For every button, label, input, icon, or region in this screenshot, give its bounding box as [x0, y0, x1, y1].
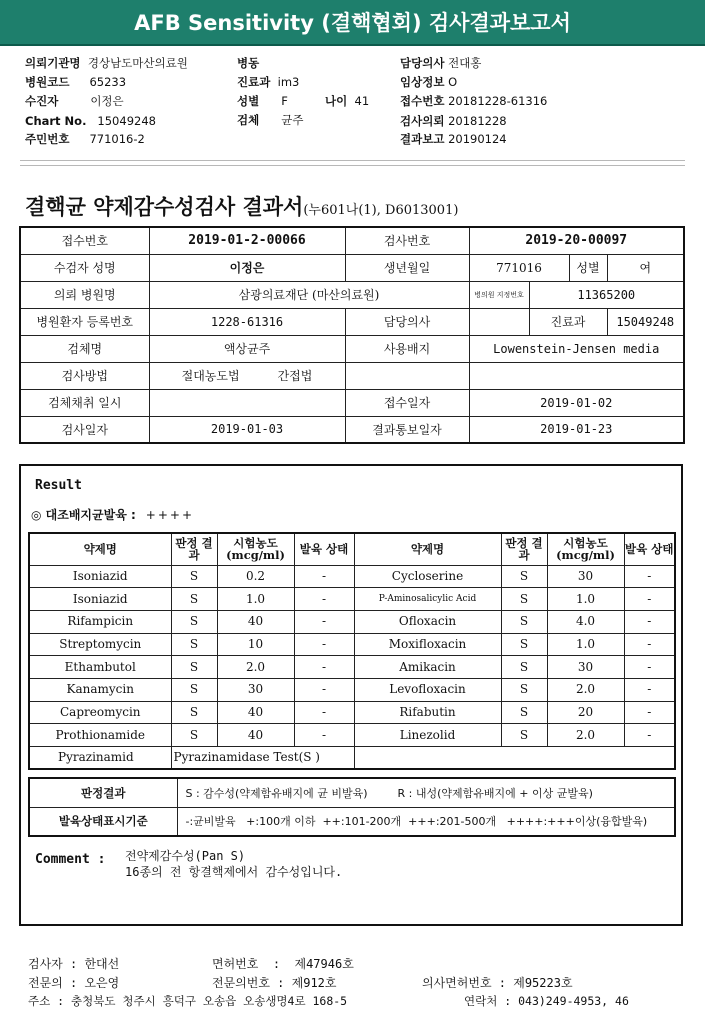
hospital-name: 삼광의료재단 (마산의료원)	[149, 281, 469, 308]
hospital-no: 11365200	[529, 281, 684, 308]
footer-license: 면허번호 : 제47946호	[212, 957, 354, 971]
footer-address: 주소 : 충청북도 청주시 흥덕구 오송읍 오송생명4로 168-5	[28, 994, 348, 1008]
concentration: 1.0	[547, 633, 624, 656]
drug-name: Cycloserine	[354, 565, 501, 588]
info-dept: 진료과 im3	[237, 75, 300, 89]
concentration: 40	[217, 701, 294, 724]
concentration: 1.0	[217, 588, 294, 611]
result-title: Result	[35, 478, 82, 493]
growth-status: -	[624, 678, 675, 701]
info-doctor: 담당의사 전대홍	[400, 56, 482, 70]
drug-name: Isoniazid	[29, 588, 171, 611]
drug-row	[29, 610, 675, 633]
drug-name: Moxifloxacin	[354, 633, 501, 656]
method: 절대농도법 간접법	[149, 362, 345, 389]
report-subtitle: (누601나(1), D6013001)	[303, 203, 459, 218]
growth-status: -	[294, 610, 354, 633]
footer-contact: 연락처 : 043)249-4953, 46	[464, 994, 629, 1008]
info-resident-no: 주민번호 771016-2	[25, 132, 145, 146]
drug-name: Ofloxacin	[354, 610, 501, 633]
concentration: 2.0	[547, 678, 624, 701]
growth-status: -	[294, 588, 354, 611]
pza-name: Pyrazinamid	[29, 747, 171, 770]
result-section	[19, 464, 683, 926]
footer-tester: 검사자 : 한대선	[28, 957, 120, 971]
info-report-date: 결과보고 20190124	[400, 132, 507, 146]
drug-row	[29, 565, 675, 588]
concentration: 40	[217, 724, 294, 747]
growth-status: -	[294, 656, 354, 679]
growth-status: -	[294, 724, 354, 747]
table-row: 수검자 성명 이정은 생년월일 771016 성별 여	[20, 254, 684, 281]
drug-name: P-Aminosalicylic Acid	[354, 588, 501, 611]
info-ward: 병동	[237, 56, 260, 70]
growth-status: -	[294, 701, 354, 724]
drug-row	[29, 656, 675, 679]
concentration: 30	[547, 656, 624, 679]
concentration: 1.0	[547, 588, 624, 611]
judgement: S	[501, 565, 547, 588]
drug-row	[29, 588, 675, 611]
drug-name: Capreomycin	[29, 701, 171, 724]
drug-name: Rifampicin	[29, 610, 171, 633]
concentration: 20	[547, 701, 624, 724]
test-date: 2019-01-03	[149, 416, 345, 443]
growth-legend-text: -:균비발육 +:100개 이하 ++:101-200개 +++:201-500개 ++++:+++이상(융합발육)	[177, 807, 675, 836]
concentration: 40	[217, 610, 294, 633]
control-growth: ◎ 대조배지균발육 : ++++	[31, 508, 194, 522]
table-row: 의뢰 병원명 삼광의료재단 (마산의료원) 병의원 지정번호 11365200	[20, 281, 684, 308]
table-header-row: 약제명 판정 결과 시험농도 (mcg/ml) 발육 상태 약제명 판정 결과 시험농도 (mcg/ml) 발육 상태	[29, 533, 675, 565]
notify-date: 2019-01-23	[469, 416, 684, 443]
control-growth-value: ++++	[145, 508, 194, 522]
concentration: 2.0	[217, 656, 294, 679]
drug-name: Amikacin	[354, 656, 501, 679]
table-row: 검체채취 일시 접수일자 2019-01-02	[20, 389, 684, 416]
growth-status: -	[624, 610, 675, 633]
drug-results-table	[28, 532, 676, 770]
dept: 15049248	[607, 308, 684, 335]
legend-table	[28, 777, 676, 837]
concentration: 2.0	[547, 724, 624, 747]
doctor	[469, 308, 529, 335]
growth-status: -	[624, 588, 675, 611]
judgement: S	[501, 588, 547, 611]
footer-specialist-no: 전문의번호 : 제912호	[212, 976, 337, 990]
info-specimen: 검체 균주	[237, 113, 304, 127]
info-age: 나이 41	[325, 94, 370, 108]
concentration: 30	[547, 565, 624, 588]
comment-text: 전약제감수성(Pan S) 16종의 전 항결핵제에서 감수성입니다.	[125, 849, 343, 879]
drug-row	[29, 678, 675, 701]
concentration: 30	[217, 678, 294, 701]
drug-name: Kanamycin	[29, 678, 171, 701]
judgement: S	[171, 610, 217, 633]
table-row: 검사일자 2019-01-03 결과통보일자 2019-01-23	[20, 416, 684, 443]
concentration: 10	[217, 633, 294, 656]
sex: 여	[607, 254, 684, 281]
collect-date	[149, 389, 345, 416]
info-clinical: 임상정보 O	[400, 75, 458, 89]
judgement: S	[501, 633, 547, 656]
info-receipt-no: 접수번호 20181228-61316	[400, 94, 548, 108]
judgement: S	[171, 724, 217, 747]
growth-status: -	[294, 565, 354, 588]
growth-status: -	[294, 678, 354, 701]
judgement: S	[501, 701, 547, 724]
drug-name: Streptomycin	[29, 633, 171, 656]
info-request-date: 검사의뢰 20181228	[400, 114, 507, 128]
judgement: S	[501, 610, 547, 633]
info-hospital-code: 병원코드 65233	[25, 75, 127, 89]
judgement: S	[171, 701, 217, 724]
report-header-title: AFB Sensitivity (결핵협회) 검사결과보고서	[0, 0, 705, 46]
drug-name: Rifabutin	[354, 701, 501, 724]
divider	[20, 160, 685, 161]
judgement: S	[501, 724, 547, 747]
growth-status: -	[624, 656, 675, 679]
drug-row	[29, 701, 675, 724]
judgement: S	[501, 678, 547, 701]
table-row: 접수번호 2019-01-2-00066 검사번호 2019-20-00097	[20, 227, 684, 254]
drug-name: Levofloxacin	[354, 678, 501, 701]
patient-name: 이정은	[149, 254, 345, 281]
judgement: S	[171, 588, 217, 611]
drug-name: Isoniazid	[29, 565, 171, 588]
growth-status: -	[624, 701, 675, 724]
dob: 771016	[469, 254, 569, 281]
judgement: S	[501, 656, 547, 679]
info-institution: 의뢰기관명 경상남도마산의료원	[25, 56, 188, 70]
info-chart-no: Chart No. 15049248	[25, 114, 156, 128]
specimen: 액상균주	[149, 335, 345, 362]
concentration: 4.0	[547, 610, 624, 633]
drug-row	[29, 724, 675, 747]
growth-status: -	[624, 633, 675, 656]
table-row: 병원환자 등록번호 1228-61316 담당의사 진료과 15049248	[20, 308, 684, 335]
pza-test: Pyrazinamidase Test(S )	[171, 747, 354, 770]
judgement: S	[171, 633, 217, 656]
pza-row	[29, 747, 675, 770]
medium: Lowenstein-Jensen media	[469, 335, 684, 362]
judgement: S	[171, 565, 217, 588]
footer-doctor-license: 의사면허번호 : 제95223호	[422, 976, 573, 990]
judgement: S	[171, 656, 217, 679]
growth-status: -	[624, 724, 675, 747]
test-no: 2019-20-00097	[469, 227, 684, 254]
drug-name: Prothionamide	[29, 724, 171, 747]
footer-specialist: 전문의 : 오은영	[28, 976, 120, 990]
report-title: 결핵균 약제감수성검사 결과서(누601나(1), D6013001)	[25, 194, 459, 219]
table-row: 검사방법 절대농도법 간접법	[20, 362, 684, 389]
growth-status: -	[294, 633, 354, 656]
info-sex: 성별 F	[237, 94, 288, 108]
concentration: 0.2	[217, 565, 294, 588]
table-row: 발육상태표시기준 -:균비발육 +:100개 이하 ++:101-200개 +++:201-500개 ++++:+++이상(융합발육)	[29, 807, 675, 836]
reg-no: 1228-61316	[149, 308, 345, 335]
divider	[20, 165, 685, 166]
table-row: 검체명 액상균주 사용배지 Lowenstein-Jensen media	[20, 335, 684, 362]
drug-row	[29, 633, 675, 656]
legend-text: S : 감수성(약제함유배지에 균 비발육) R : 내성(약제함유배지에 + 이상 균발육)	[177, 778, 675, 807]
receipt-no: 2019-01-2-00066	[149, 227, 345, 254]
comment-label: Comment :	[35, 852, 106, 867]
info-patient: 수진자 이정은	[25, 94, 124, 108]
drug-name: Linezolid	[354, 724, 501, 747]
judgement: S	[171, 678, 217, 701]
received-date: 2019-01-02	[469, 389, 684, 416]
patient-form-table	[19, 226, 685, 444]
table-row: 판정결과 S : 감수성(약제함유배지에 균 비발육) R : 내성(약제함유배지에 + 이상 균발육)	[29, 778, 675, 807]
drug-name: Ethambutol	[29, 656, 171, 679]
growth-status: -	[624, 565, 675, 588]
